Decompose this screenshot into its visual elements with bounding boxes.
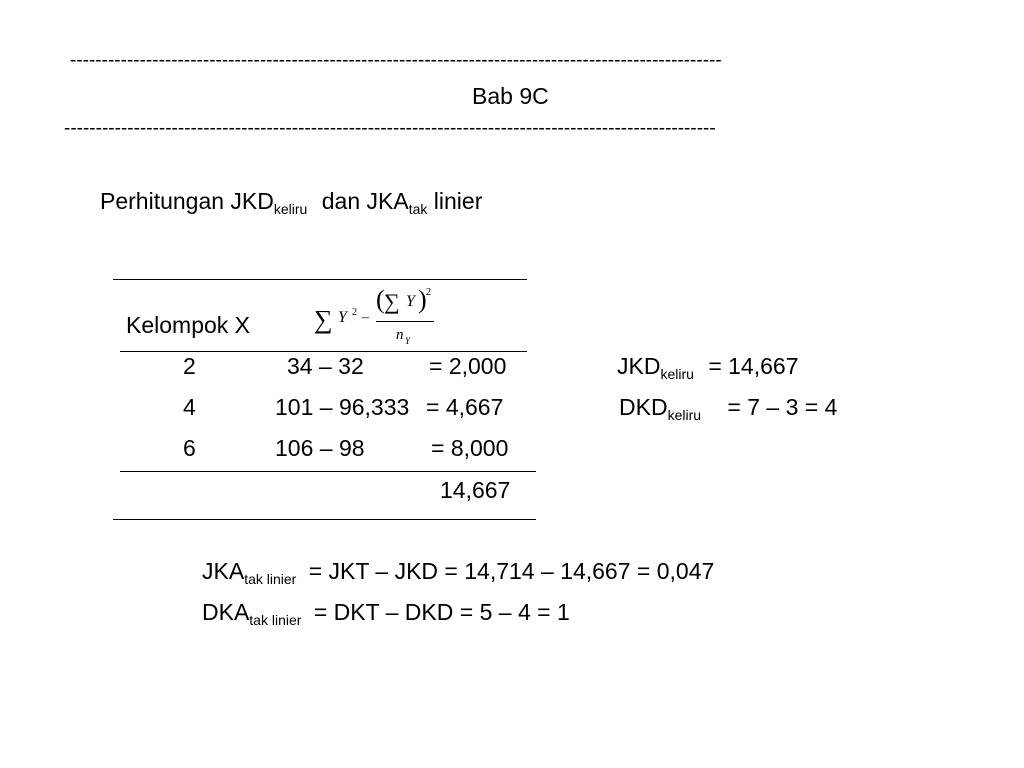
- col-header-kelompok: Kelompok X: [126, 312, 251, 338]
- row-2-value: = 4,667: [426, 394, 504, 420]
- table-top-rule: [113, 279, 527, 280]
- row-3-value: = 8,000: [431, 435, 509, 461]
- heading-sub-keliru: keliru: [273, 201, 308, 217]
- heading-prefix: Perhitungan JKD: [100, 188, 274, 214]
- jkd-result: [617, 353, 798, 380]
- table-body-rule: [120, 471, 536, 472]
- row-2-x: 4: [183, 394, 196, 420]
- row-2-expr: 101 – 96,333: [275, 394, 410, 420]
- fraction-bar: [376, 321, 434, 322]
- row-3-x: 6: [183, 435, 196, 461]
- formula-exp: 2: [352, 307, 357, 318]
- heading-mid: dan JKA: [321, 188, 409, 214]
- jkd-label: JKD: [617, 353, 661, 379]
- num-y: Y: [406, 293, 415, 310]
- formula-header: [310, 285, 440, 347]
- table-bottom-rule: [113, 519, 536, 520]
- num-exp: 2: [426, 287, 431, 298]
- jka-sub: tak linier: [244, 571, 297, 587]
- dka-value: = DKT – DKD = 5 – 4 = 1: [313, 599, 570, 625]
- dkd-label: DKD: [619, 394, 668, 420]
- dka-equation: [202, 599, 570, 626]
- section-heading: [100, 188, 482, 215]
- page-title: Bab 9C: [472, 83, 549, 109]
- jkd-value: = 14,667: [708, 353, 799, 379]
- dka-sub: tak linier: [249, 612, 302, 628]
- num-close-paren: ): [418, 285, 427, 314]
- table-total: 14,667: [440, 477, 511, 503]
- row-1-value: = 2,000: [429, 353, 507, 379]
- row-3-expr: 106 – 98: [275, 435, 365, 461]
- num-sigma: ∑: [384, 289, 400, 314]
- jkd-sub: keliru: [660, 366, 694, 382]
- header-dashes-bottom: -------------------------------------------------------------------------------------------------------: [64, 118, 716, 139]
- formula-minus: –: [362, 310, 369, 325]
- jka-equation: [202, 558, 714, 585]
- row-1-x: 2: [183, 353, 196, 379]
- sigma-symbol: ∑: [314, 305, 333, 334]
- dkd-value: = 7 – 3 = 4: [727, 394, 838, 420]
- num-open-paren: (: [376, 285, 385, 314]
- jka-label: JKA: [202, 558, 245, 584]
- den-n: n: [396, 327, 404, 343]
- heading-suffix: linier: [433, 188, 483, 214]
- dka-label: DKA: [202, 599, 250, 625]
- row-1-expr: 34 – 32: [287, 353, 364, 379]
- formula-y: Y: [338, 309, 347, 326]
- heading-sub-tak: tak: [408, 201, 428, 217]
- dkd-result: [619, 394, 837, 421]
- den-sub-y: Y: [405, 336, 411, 346]
- table-header-rule: [120, 351, 527, 352]
- jka-value: = JKT – JKD = 14,714 – 14,667 = 0,047: [308, 558, 715, 584]
- dkd-sub: keliru: [667, 407, 702, 423]
- header-dashes-top: -------------------------------------------------------------------------------------------------------: [70, 50, 722, 71]
